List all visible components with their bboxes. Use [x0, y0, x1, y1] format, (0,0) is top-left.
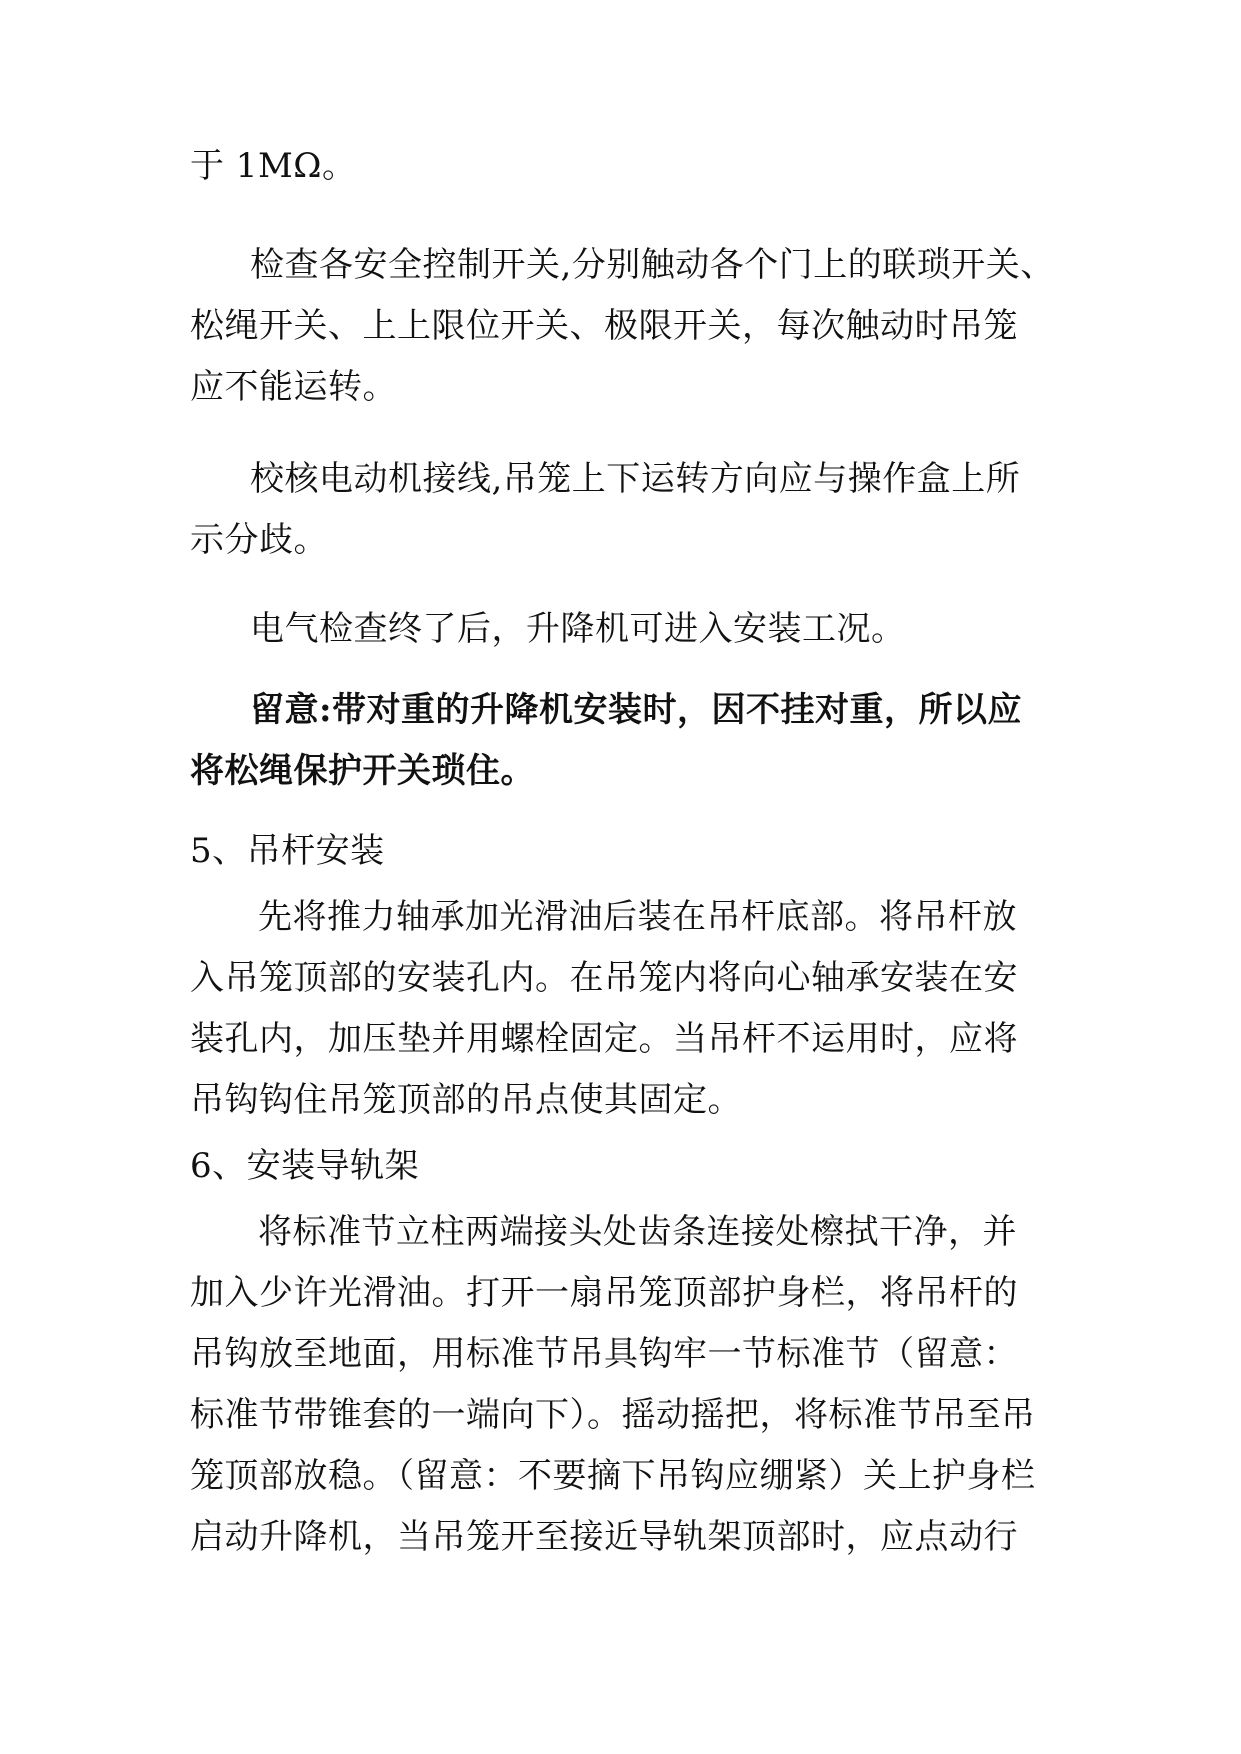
paragraph-line: 松绳开关、上上限位开关、极限开关，每次触动时吊笼 — [190, 306, 1018, 346]
paragraph-line: 检查各安全控制开关,分别触动各个门上的联琐开关、 — [250, 245, 1055, 285]
paragraph-line: 电气检查终了后，升降机可进入安装工况。 — [250, 609, 906, 649]
note-line: 将松绳保护开关琐住。 — [190, 751, 535, 791]
section-heading: 5、吊杆安装 — [190, 831, 385, 871]
paragraph-line: 吊钩放至地面，用标准节吊具钩牢一节标准节（留意： — [190, 1334, 1018, 1374]
paragraph-line: 入吊笼顶部的安装孔内。在吊笼内将向心轴承安装在安 — [190, 958, 1018, 998]
text-line: 于 1MΩ。 — [190, 146, 357, 186]
paragraph-line: 加入少许光滑油。打开一扇吊笼顶部护身栏，将吊杆的 — [190, 1273, 1018, 1313]
paragraph-line: 吊钩钩住吊笼顶部的吊点使其固定。 — [190, 1080, 742, 1120]
paragraph-line: 校核电动机接线,吊笼上下运转方向应与操作盒上所 — [250, 459, 1021, 499]
paragraph-line: 应不能运转。 — [190, 367, 397, 407]
paragraph-line: 先将推力轴承加光滑油后装在吊杆底部。将吊杆放 — [258, 897, 1017, 937]
paragraph-line: 示分歧。 — [190, 520, 328, 560]
paragraph-line: 将标准节立柱两端接头处齿条连接处檫拭干净，并 — [258, 1212, 1017, 1252]
section-heading: 6、安装导轨架 — [190, 1146, 420, 1186]
paragraph-line: 笼顶部放稳。（留意：不要摘下吊钩应绷紧）关上护身栏 — [190, 1456, 1036, 1496]
paragraph-line: 装孔内，加压垫并用螺栓固定。当吊杆不运用时，应将 — [190, 1019, 1018, 1059]
paragraph-line: 标准节带锥套的一端向下）。摇动摇把，将标准节吊至吊 — [190, 1395, 1036, 1435]
note-line: 留意:带对重的升降机安装时，因不挂对重，所以应 — [250, 690, 1023, 730]
paragraph-line: 启动升降机，当吊笼开至接近导轨架顶部时，应点动行 — [190, 1517, 1018, 1557]
